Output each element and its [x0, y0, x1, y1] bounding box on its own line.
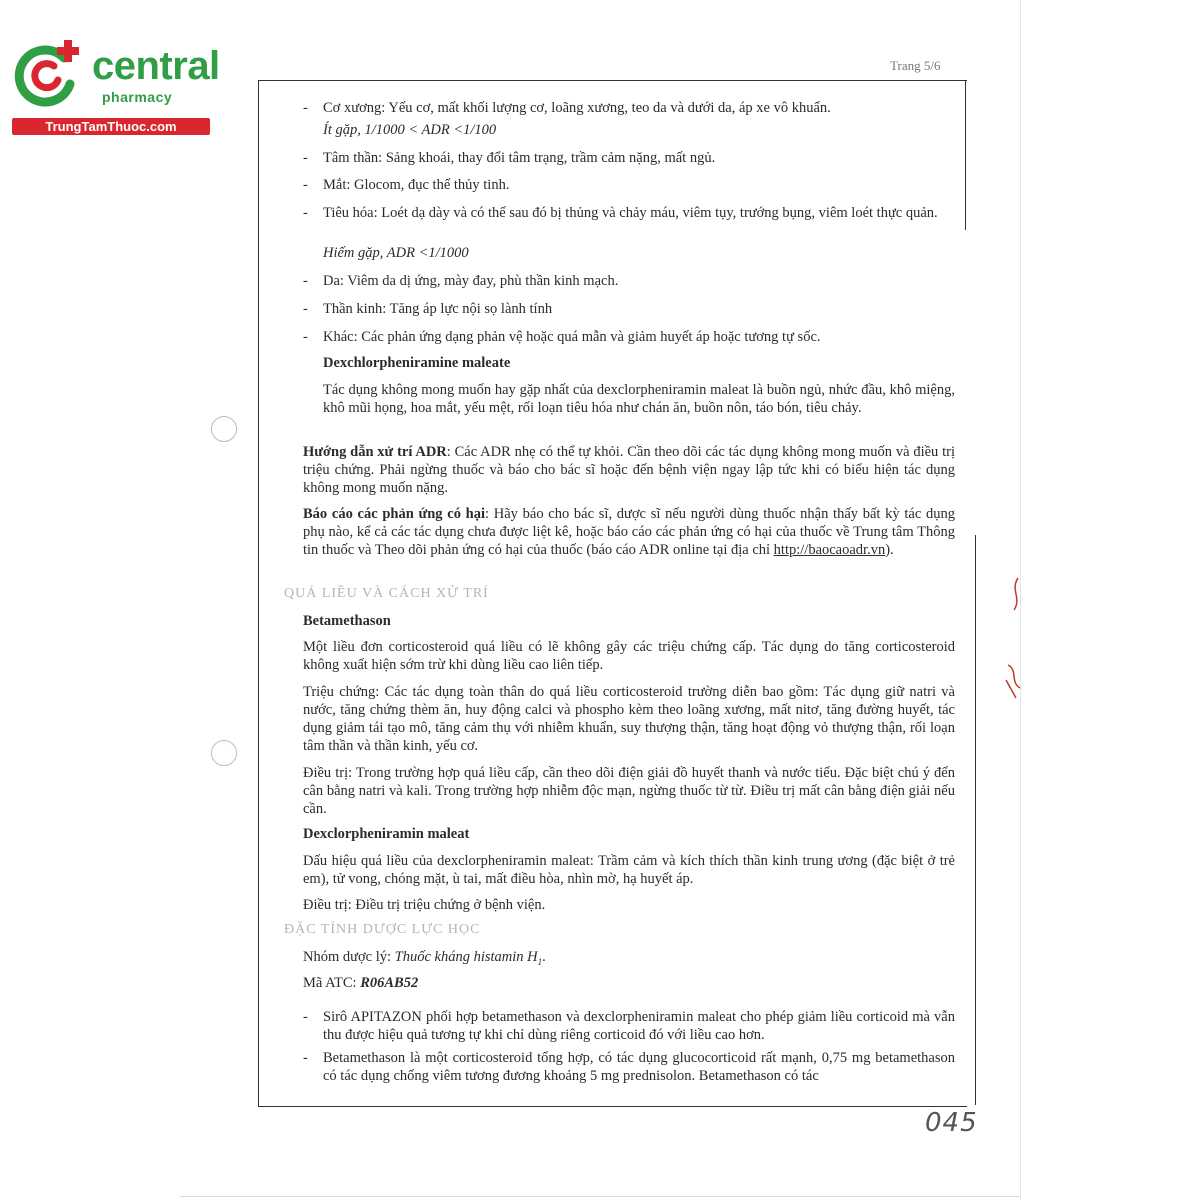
adr-management-label: Hướng dẫn xử trí ADR — [303, 444, 447, 460]
heading-dexclorpheniramin: Dexclorpheniramin maleat — [303, 826, 470, 842]
dash: - — [303, 177, 308, 193]
side-effect-other: Khác: Các phản ứng dạng phản vệ hoặc quá mẫn và giảm huyết áp hoặc tương tự sốc. — [323, 329, 821, 345]
frequency-rare: Hiếm gặp, ADR <1/1000 — [323, 245, 469, 261]
dash: - — [303, 329, 308, 345]
dash: - — [303, 205, 308, 221]
section-heading-overdose: QUÁ LIỀU VÀ CÁCH XỬ TRÍ — [284, 586, 489, 601]
dash: - — [303, 150, 308, 166]
page-number: Trang 5/6 — [890, 58, 941, 73]
betamethason-symptoms: Triệu chứng: Các tác dụng toàn thân do quá liều corticosteroid trường diễn bao gồm: Tác dụng giữ natri và nước, tăng chứng thèm ăn, huy động calci và phospho kèm theo loãng xương, mất nitơ, tăng đường huyết, tác dụng giảm tái tạo mô, tăng cảm thụ với nhiễm khuẩn, suy thượng thận, tăng hoạt động vỏ thượng thận, rối loạn tâm thần và thần kinh, yếu cơ. — [303, 684, 955, 754]
atc-value: R06AB52 — [360, 975, 419, 991]
dexclorpheniramin-treatment: Điều trị: Điều trị triệu chứng ở bệnh viện. — [303, 897, 546, 913]
dexchlorpheniramine-side-effects: Tác dụng không mong muốn hay gặp nhất của dexclorpheniramin maleat là buồn ngủ, nhức đầu, khô miệng, khô mũi họng, hoa mắt, yếu mệt, rối loạn tiêu hóa như chán ăn, buồn nôn, táo bón, tiêu chảy. — [323, 382, 955, 416]
side-effect-skin: Da: Viêm da dị ứng, mày đay, phù thần kinh mạch. — [323, 273, 619, 289]
atc-code — [303, 974, 955, 992]
adverse-report-label: Báo cáo các phản ứng có hại — [303, 506, 486, 522]
dash: - — [303, 100, 308, 116]
side-effect-nervous: Thần kinh: Tăng áp lực nội sọ lành tính — [323, 301, 553, 317]
logo-subtitle: pharmacy — [102, 89, 173, 105]
group-end: . — [542, 949, 546, 965]
adverse-report-text: : Hãy báo cho bác sĩ, dược sĩ nếu người dùng thuốc nhận thấy bất kỳ tác dụng phụ nào, kể cả các tác dụng chưa được liệt kê, hoặc báo cáo các phản ứng có hại của thuốc về Trung tâm Thông tin thuốc và Theo dõi phản ứng có hại của thuốc (báo cáo ADR online tại địa chỉ — [303, 506, 955, 558]
dash: - — [303, 1050, 308, 1066]
betamethason-overdose-intro: Một liều đơn corticosteroid quá liều có lẽ không gây các triệu chứng cấp. Tác dụng do tăng corticosteroid không xuất hiện sớm trừ khi dùng liều cao liên tiếp. — [303, 639, 955, 673]
frequency-uncommon: Ít gặp, 1/1000 < ADR <1/100 — [323, 122, 497, 138]
handwritten-page-number: 045 — [925, 1108, 978, 1138]
baocaoadr-link[interactable]: http://baocaoadr.vn — [773, 542, 886, 558]
heading-betamethason: Betamethason — [303, 613, 391, 629]
adverse-report-end: ). — [885, 542, 894, 558]
dexclorpheniramin-overdose-signs: Dấu hiệu quá liều của dexclorpheniramin maleat: Trầm cảm và kích thích thần kinh trung ương (đặc biệt ở trẻ em), tử vong, chóng mặt, ù tai, mất điều hòa, nhìn mờ, hạ huyết áp. — [303, 853, 955, 887]
betamethason-description: Betamethason là một corticosteroid tổng hợp, có tác dụng glucocorticoid rất mạnh, 0,75 mg betamethason có tác dụng chống viêm tương đương khoảng 5 mg prednisolon. Betamethason có tác — [323, 1050, 955, 1084]
adr-management-text: : Các ADR nhẹ có thể tự khỏi. Cần theo dõi các tác dụng không mong muốn và điều trị triệu chứng. Phải ngừng thuốc và báo cho bác sĩ hoặc đến bệnh viện ngay lập tức khi có biểu hiện tác dụng không mong muốn nặng. — [303, 444, 955, 496]
section-heading-pharmacodynamics: ĐẶC TÍNH DƯỢC LỰC HỌC — [284, 922, 481, 937]
group-label: Nhóm dược lý: — [303, 949, 395, 965]
side-effect-musculoskeletal: Cơ xương: Yếu cơ, mất khối lượng cơ, loãng xương, teo da và dưới da, áp xe vô khuẩn. — [323, 100, 831, 116]
logo-name: central — [92, 44, 220, 88]
group-subscript: 1 — [537, 956, 543, 967]
adr-management-paragraph — [303, 443, 955, 497]
group-value: Thuốc kháng histamin H — [394, 949, 538, 965]
atc-label: Mã ATC: — [303, 975, 361, 991]
side-effect-psychiatric: Tâm thần: Sảng khoái, thay đổi tâm trạng, trầm cảm nặng, mất ngủ. — [323, 150, 716, 166]
side-effect-eye: Mắt: Glocom, đục thể thủy tinh. — [323, 177, 510, 193]
side-effect-digestive: Tiêu hóa: Loét dạ dày và có thể sau đó bị thủng và chảy máu, viêm tụy, trướng bụng, viêm loét thực quản. — [323, 205, 938, 221]
heading-dexchlorpheniramine: Dexchlorpheniramine maleate — [323, 355, 511, 371]
apitazon-combination: Sirô APITAZON phối hợp betamethason và dexclorpheniramin maleat cho phép giảm liều corticoid mà vẫn thu được hiệu quả tương tự khi chỉ dùng riêng corticoid đó với liều cao hơn. — [323, 1009, 955, 1043]
adverse-report-paragraph — [303, 505, 955, 559]
logo-site-url: TrungTamThuoc.com — [12, 118, 210, 135]
pharmacological-group — [303, 948, 955, 971]
dash: - — [303, 301, 308, 317]
betamethason-treatment: Điều trị: Trong trường hợp quá liều cấp, cần theo dõi điện giải đồ huyết thanh và nước tiểu. Đặc biệt chú ý đến cân bằng natri và kali. Trong trường hợp nhiễm độc mạn, ngừng thuốc từ từ. Điều trị mất cân bằng điện giải nếu cần. — [303, 765, 955, 817]
dash: - — [303, 1009, 308, 1025]
dash: - — [303, 273, 308, 289]
